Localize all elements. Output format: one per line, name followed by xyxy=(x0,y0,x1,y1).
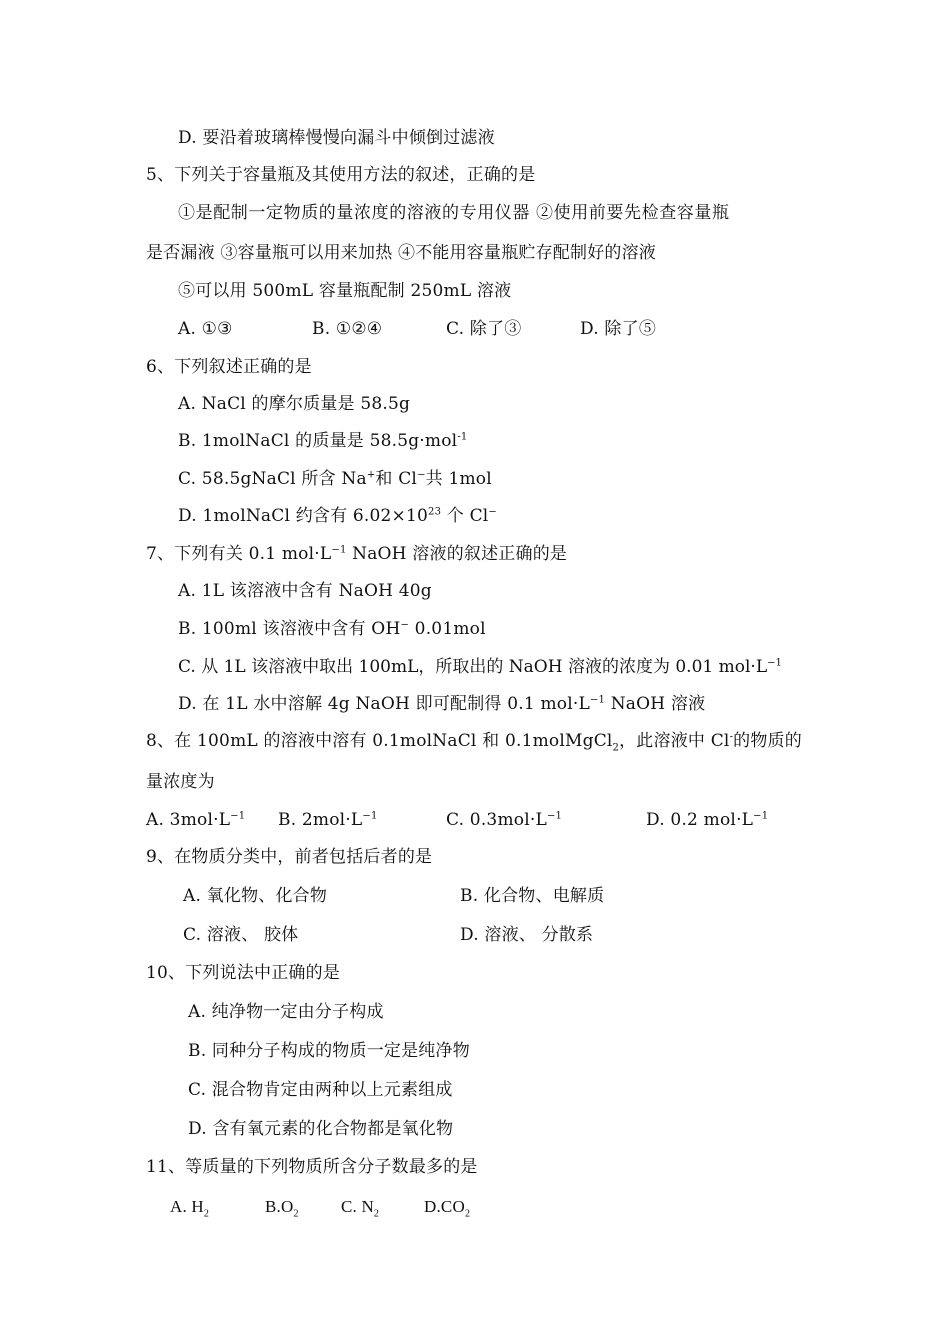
q7-option-c-text: C. 从 1L 该溶液中取出 100mL，所取出的 NaOH 溶液的浓度为 0.01 mol·L xyxy=(178,657,768,677)
q7-option-c xyxy=(178,656,782,678)
q11-option-b xyxy=(265,1196,299,1218)
q6-option-c xyxy=(178,468,492,490)
q10-option-b: B. 同种分子构成的物质一定是纯净物 xyxy=(188,1041,470,1061)
q6-option-c-text3: 共 1mol xyxy=(425,469,492,489)
q5-option-d: D. 除了⑤ xyxy=(580,319,657,339)
q7-option-d-sup: −1 xyxy=(589,694,606,706)
q7-option-c-sup: −1 xyxy=(767,657,782,669)
q11-option-a xyxy=(170,1196,209,1218)
q10-stem: 10、下列说法中正确的是 xyxy=(146,963,341,983)
q8-stem-text1: 8、在 100mL 的溶液中溶有 0.1molNaCl 和 0.1molMgCl xyxy=(146,731,613,751)
q7-stem xyxy=(146,543,567,565)
q10-option-a: A. 纯净物一定由分子构成 xyxy=(188,1002,384,1022)
q9-option-b: B. 化合物、电解质 xyxy=(460,886,605,906)
q6-option-d xyxy=(178,505,497,527)
q9-option-d: D. 溶液、 分散系 xyxy=(460,925,594,945)
q6-option-d-sup1: 23 xyxy=(428,506,442,518)
q6-option-a: A. NaCl 的摩尔质量是 58.5g xyxy=(178,394,411,414)
q7-option-d xyxy=(178,693,705,715)
q7-option-d-text1: D. 在 1L 水中溶解 4g NaOH 即可配制得 0.1 mol·L xyxy=(178,694,590,714)
q8-stem-sub: 2 xyxy=(612,742,620,754)
q4-option-d: D. 要沿着玻璃棒慢慢向漏斗中倾倒过滤液 xyxy=(178,128,495,148)
q7-option-b-text1: B. 100ml 该溶液中含有 OH xyxy=(178,619,401,639)
q7-option-b-sup: − xyxy=(400,619,410,631)
q6-option-b-text: B. 1molNaCl 的质量是 58.5g·mol xyxy=(178,431,458,451)
q11-option-d xyxy=(424,1196,470,1218)
q11-stem: 11、等质量的下列物质所含分子数最多的是 xyxy=(146,1157,478,1177)
q5-statement-3: ⑤可以用 500mL 容量瓶配制 250mL 溶液 xyxy=(178,281,512,301)
q6-option-b xyxy=(178,430,467,452)
q11-option-b-sub: 2 xyxy=(293,1208,299,1220)
q8-stem-text2: ，此溶液中 Cl xyxy=(619,731,730,751)
q6-option-c-text1: C. 58.5gNaCl 所含 Na xyxy=(178,469,367,489)
q8-option-d-sup: −1 xyxy=(753,810,769,822)
q9-stem: 9、在物质分类中，前者包括后者的是 xyxy=(146,847,433,867)
q7-option-b-text2: 0.01mol xyxy=(409,619,486,639)
q8-stem-continued: 量浓度为 xyxy=(146,772,215,792)
q8-stem xyxy=(146,730,802,752)
q9-option-c: C. 溶液、 胶体 xyxy=(183,925,299,945)
q10-option-d: D. 含有氧元素的化合物都是氧化物 xyxy=(188,1119,454,1139)
q8-option-b-text: B. 2mol·L xyxy=(278,810,363,830)
q7-stem-text2: NaOH 溶液的叙述正确的是 xyxy=(346,544,568,564)
q5-statement-2: 是否漏液 ③容量瓶可以用来加热 ④不能用容量瓶贮存配制好的溶液 xyxy=(146,243,657,263)
q7-stem-text1: 7、下列有关 0.1 mol·L xyxy=(146,544,332,564)
q8-option-c xyxy=(446,809,562,831)
q8-stem-sup: - xyxy=(729,731,734,743)
q11-option-c-sub: 2 xyxy=(373,1208,380,1220)
q5-statement-1: ①是配制一定物质的量浓度的溶液的专用仪器 ②使用前要先检查容量瓶 xyxy=(178,203,730,223)
q6-option-d-text2: 个 Cl xyxy=(441,506,489,526)
q11-option-a-text: A. H xyxy=(170,1197,204,1216)
q5-option-b: B. ①②④ xyxy=(312,319,383,339)
q11-option-c-text: C. N xyxy=(341,1197,374,1216)
q7-option-a: A. 1L 该溶液中含有 NaOH 40g xyxy=(178,581,432,601)
q5-option-a: A. ①③ xyxy=(178,319,233,339)
q11-option-c xyxy=(341,1196,379,1218)
q8-stem-text3: 的物质的 xyxy=(733,731,802,751)
q8-option-a xyxy=(146,809,245,831)
q11-option-a-sub: 2 xyxy=(203,1208,210,1220)
q11-option-d-text: D.CO xyxy=(424,1197,465,1216)
q8-option-a-text: A. 3mol·L xyxy=(146,810,231,830)
q11-option-b-text: B.O xyxy=(265,1197,294,1216)
q6-option-d-sup2: − xyxy=(488,506,498,518)
q11-option-d-sub: 2 xyxy=(464,1208,471,1220)
q7-option-b xyxy=(178,618,486,640)
q6-option-c-sup1: + xyxy=(366,469,376,481)
q8-option-b-sup: −1 xyxy=(362,810,378,822)
q6-stem: 6、下列叙述正确的是 xyxy=(146,357,312,377)
q6-option-c-text2: 和 Cl xyxy=(375,469,418,489)
q8-option-c-sup: −1 xyxy=(546,810,563,822)
q6-option-d-text1: D. 1molNaCl 约含有 6.02×10 xyxy=(178,506,429,526)
q5-option-c: C. 除了③ xyxy=(446,319,522,339)
q6-option-c-sup2: − xyxy=(417,469,426,481)
q10-option-c: C. 混合物肯定由两种以上元素组成 xyxy=(188,1080,453,1100)
q7-option-d-text2: NaOH 溶液 xyxy=(605,694,706,714)
q7-stem-sup: −1 xyxy=(331,544,347,556)
q8-option-b xyxy=(278,809,378,831)
q8-option-d xyxy=(646,809,768,831)
q8-option-c-text: C. 0.3mol·L xyxy=(446,810,547,830)
q8-option-a-sup: −1 xyxy=(230,810,246,822)
q9-option-a: A. 氧化物、化合物 xyxy=(183,886,328,906)
q8-option-d-text: D. 0.2 mol·L xyxy=(646,810,754,830)
q6-option-b-sup: -1 xyxy=(457,431,468,443)
q5-stem: 5、下列关于容量瓶及其使用方法的叙述，正确的是 xyxy=(146,165,536,185)
